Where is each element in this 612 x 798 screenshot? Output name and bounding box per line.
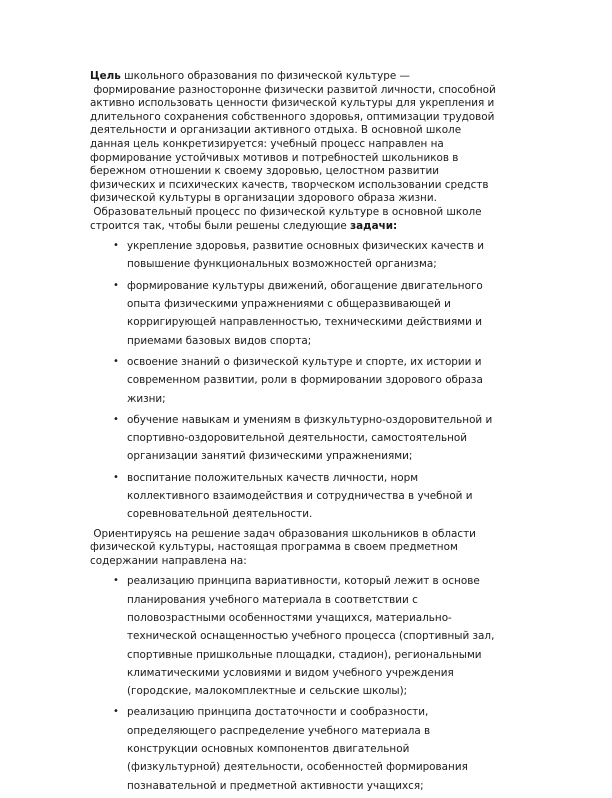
bullet-icon: • [113,575,119,587]
list-item [90,277,530,350]
document-body [90,70,530,798]
directions-list [90,572,530,795]
tasks-intro-text: Образовательный процесс по физической культуре в основной школе строится так, чтобы были решены следующие [90,205,482,232]
task-text: освоение знаний о физической культуре и спорте, их истории и современном развитии, роли в формировании здорового образа жизни; [127,355,483,405]
bullet-icon: • [113,279,119,291]
task-text: обучение навыкам и умениям в физкультурно-оздоровительной и спортивно-оздоровительной деятельности, самостоятельной организации занятий физическими упражнениями; [127,413,493,463]
task-text: формирование культуры движений, обогащение двигательного опыта физическими упражнениями с общеразвивающей и корригирующей направленностью, техническими действиями и приемами базовых видов спорта; [127,279,483,347]
list-item [90,703,530,794]
list-item [90,237,530,274]
bullet-icon: • [113,413,119,425]
tasks-intro-paragraph [90,206,530,233]
tasks-list [90,237,530,523]
goal-lead: Цель [90,70,121,82]
direction-text: реализацию принципа достаточности и сообразности, определяющего распределение учебного материала в конструкции основных компонентов двигательной (физкультурной) деятельности, особенностей формирования познавательной и предметной активности учащихся; [127,706,468,792]
directions-intro-paragraph: Ориентируясь на решение задач образования школьников в области физической культуры, настоящая программа в своем предметном содержании направлена на: [90,527,476,567]
list-item [90,353,530,408]
bullet-icon: • [113,240,119,252]
bullet-icon: • [113,471,119,483]
list-item [90,572,530,700]
list-item [90,411,530,466]
direction-text: реализацию принципа вариативности, который лежит в основе планирования учебного материала в соответствии с половозрастными особенностями учащихся, материально- технической оснащенностью учебного процесса (спортивный зал, спортивные пришкольные площадки, стадион), региональными климатическими условиями и видом учебного учреждения (городские, малокомплектные и сельские школы); [127,575,495,698]
tasks-intro-bold: задачи: [350,219,398,232]
bullet-icon: • [113,355,119,367]
goal-paragraph [90,70,530,206]
task-text: воспитание положительных качеств личности, норм коллективного взаимодействия и сотрудничества в учебной и соревновательной деятельности. [127,471,473,521]
bullet-icon: • [113,706,119,718]
task-text: укрепление здоровья, развитие основных физических качеств и повышение функциональных возможностей организма; [127,240,485,271]
goal-text: школьного образования по физической культуре — формирование разносторонне физически развитой личности, способной активно использовать ценности физической культуры для укрепления и длительного сохранения собственного здоровья, оптимизации трудовой деятельности и организации активного отдыха. В основной школе данная цель конкретизируется: учебный процесс направлен на формирование устойчивых мотивов и потребностей школьников в бережном отношении к своему здоровью, целостном развитии физических и психических качеств, творческом использовании средств физической культуры в организации здорового образа жизни. [90,70,496,205]
list-item [90,469,530,524]
